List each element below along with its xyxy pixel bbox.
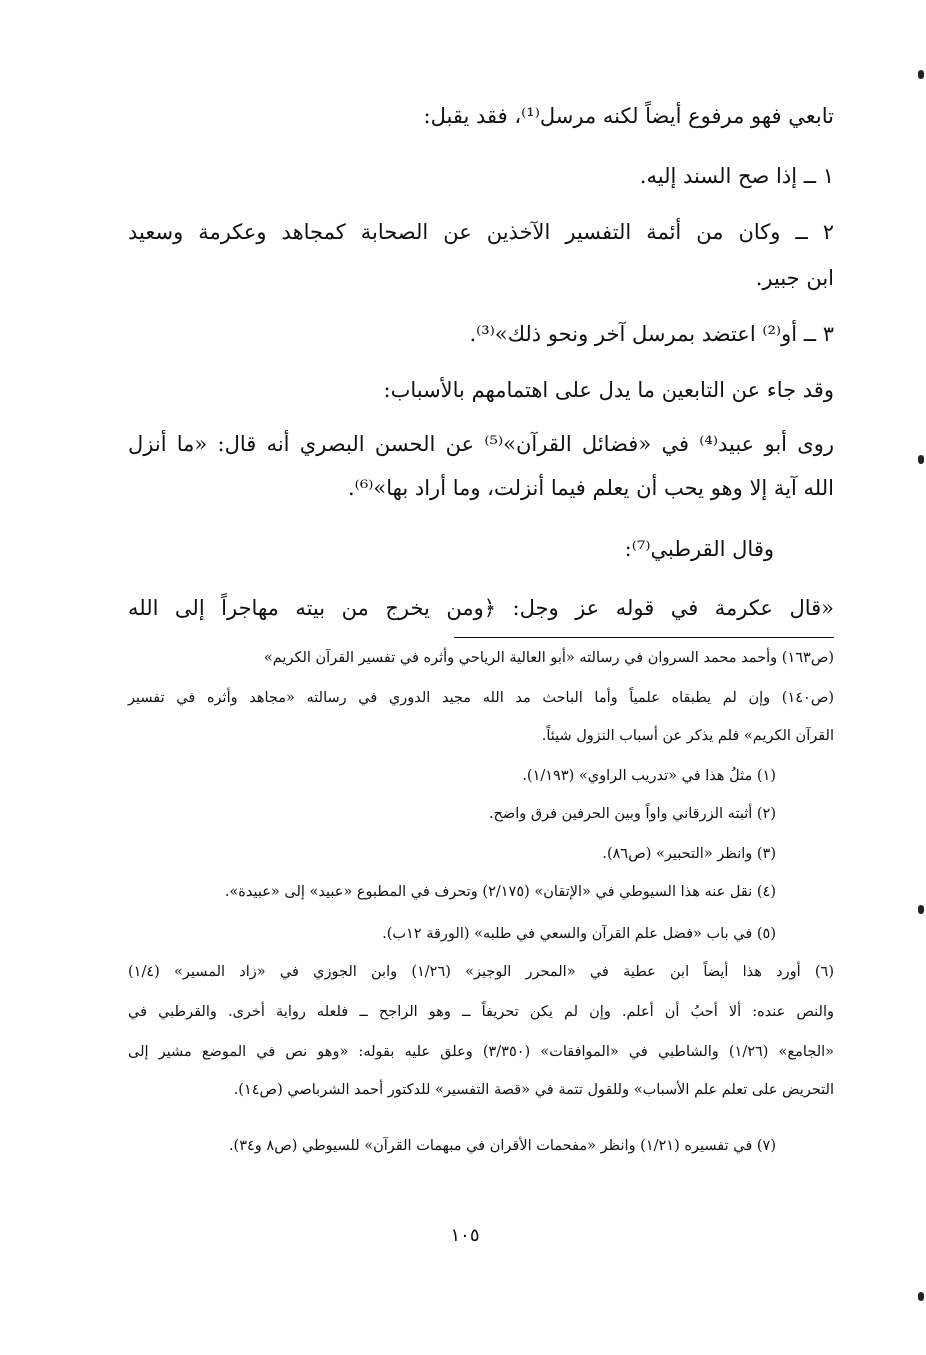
body-line-2: ١ ــ إذا صح السند إليه. — [639, 164, 834, 188]
footnote-line-2: (ص١٤٠) وإن لم يطبقاه علمياً وأما الباحث مد الله مجيد الدوري في رسالته «مجاهد وأثره في تفسير — [128, 690, 834, 706]
footnote-line-1: (ص١٦٣) وأحمد محمد السروان في رسالته «أبو العالية الرياحي وأثره في تفسير القرآن الكريم» — [263, 650, 834, 666]
footnote-separator — [454, 637, 834, 638]
scan-mark — [918, 905, 924, 914]
footnote-6-line-2: والنص عنده: ألا أحبُ أن أعلم. وإن لم يكن تحريفاً ــ وهو الراجح ــ فلعله رواية أخرى. والقرطبي في — [128, 1004, 834, 1020]
body-line-5: ٣ ــ أو⁽²⁾ اعتضد بمرسل آخر ونحو ذلك»⁽³⁾. — [469, 322, 834, 346]
scan-mark — [918, 70, 924, 79]
footnote-5: (٥) في باب «فضل علم القرآن والسعي في طلبه» (الورقة ١٢ب). — [382, 926, 776, 942]
footnote-1: (١) مثلُ هذا في «تدريب الراوي» (١/١٩٣). — [522, 768, 776, 784]
footnote-7: (٧) في تفسيره (١/٢١) وانظر «مفحمات الأقران في مبهمات القرآن» للسيوطي (ص٨ و٣٤). — [228, 1138, 776, 1154]
scan-mark — [918, 455, 924, 464]
footnote-4: (٤) نقل عنه هذا السيوطي في «الإتقان» (٢/١٧٥) وتحرف في المطبوع «عبيد» إلى «عبيدة». — [224, 884, 776, 900]
footnote-6-line-3: «الجامع» (١/٢٦) والشاطبي في «الموافقات» (٣/٣٥٠) وعلق عليه بقوله: «وهو نص في الموضع مشير إلى — [128, 1044, 835, 1060]
footnote-6-line-4: التحريض على تعلم علم الأسباب» وللقول تتمة في «قصة التفسير» للدكتور أحمد الشرباصي (ص١٤). — [233, 1082, 834, 1098]
body-line-1: تابعي فهو مرفوع أيضاً لكنه مرسل⁽¹⁾، فقد يقبل: — [423, 104, 834, 128]
scan-mark — [918, 1292, 924, 1301]
body-line-9: وقال القرطبي⁽⁷⁾: — [624, 537, 774, 561]
body-line-8: الله آية إلا وهو يحب أن يعلم فيما أنزلت، وما أراد بها»⁽⁶⁾. — [348, 476, 834, 500]
footnote-line-3: القرآن الكريم» فلم يذكر عن أسباب النزول شيئاً. — [541, 728, 834, 744]
footnote-6-line-1: (٦) أورد هذا أيضاً ابن عطية في «المحرر الوجيز» (١/٢٦) وابن الجوزي في «زاد المسير» (١/٤) — [128, 964, 834, 980]
page-number: ١٠٥ — [450, 1225, 480, 1246]
body-line-7: روى أبو عبيد⁽⁴⁾ في «فضائل القرآن»⁽⁵⁾ عن الحسن البصري أنه قال: «ما أنزل — [128, 432, 834, 456]
body-line-6: وقد جاء عن التابعين ما يدل على اهتمامهم بالأسباب: — [383, 378, 834, 402]
body-line-3: ٢ ــ وكان من أئمة التفسير الآخذين عن الصحابة كمجاهد وعكرمة وسعيد — [128, 220, 834, 244]
footnote-2: (٢) أثبته الزرقاني واواً وبين الحرفين فرق واضح. — [488, 806, 776, 822]
body-line-4: ابن جبير. — [755, 266, 834, 290]
footnote-3: (٣) وانظر «التحبير» (ص٨٦). — [602, 846, 776, 862]
body-line-10: «قال عكرمة في قوله عز وجل: ﴿ومن يخرج من بيته مهاجراً إلى الله — [128, 596, 834, 620]
